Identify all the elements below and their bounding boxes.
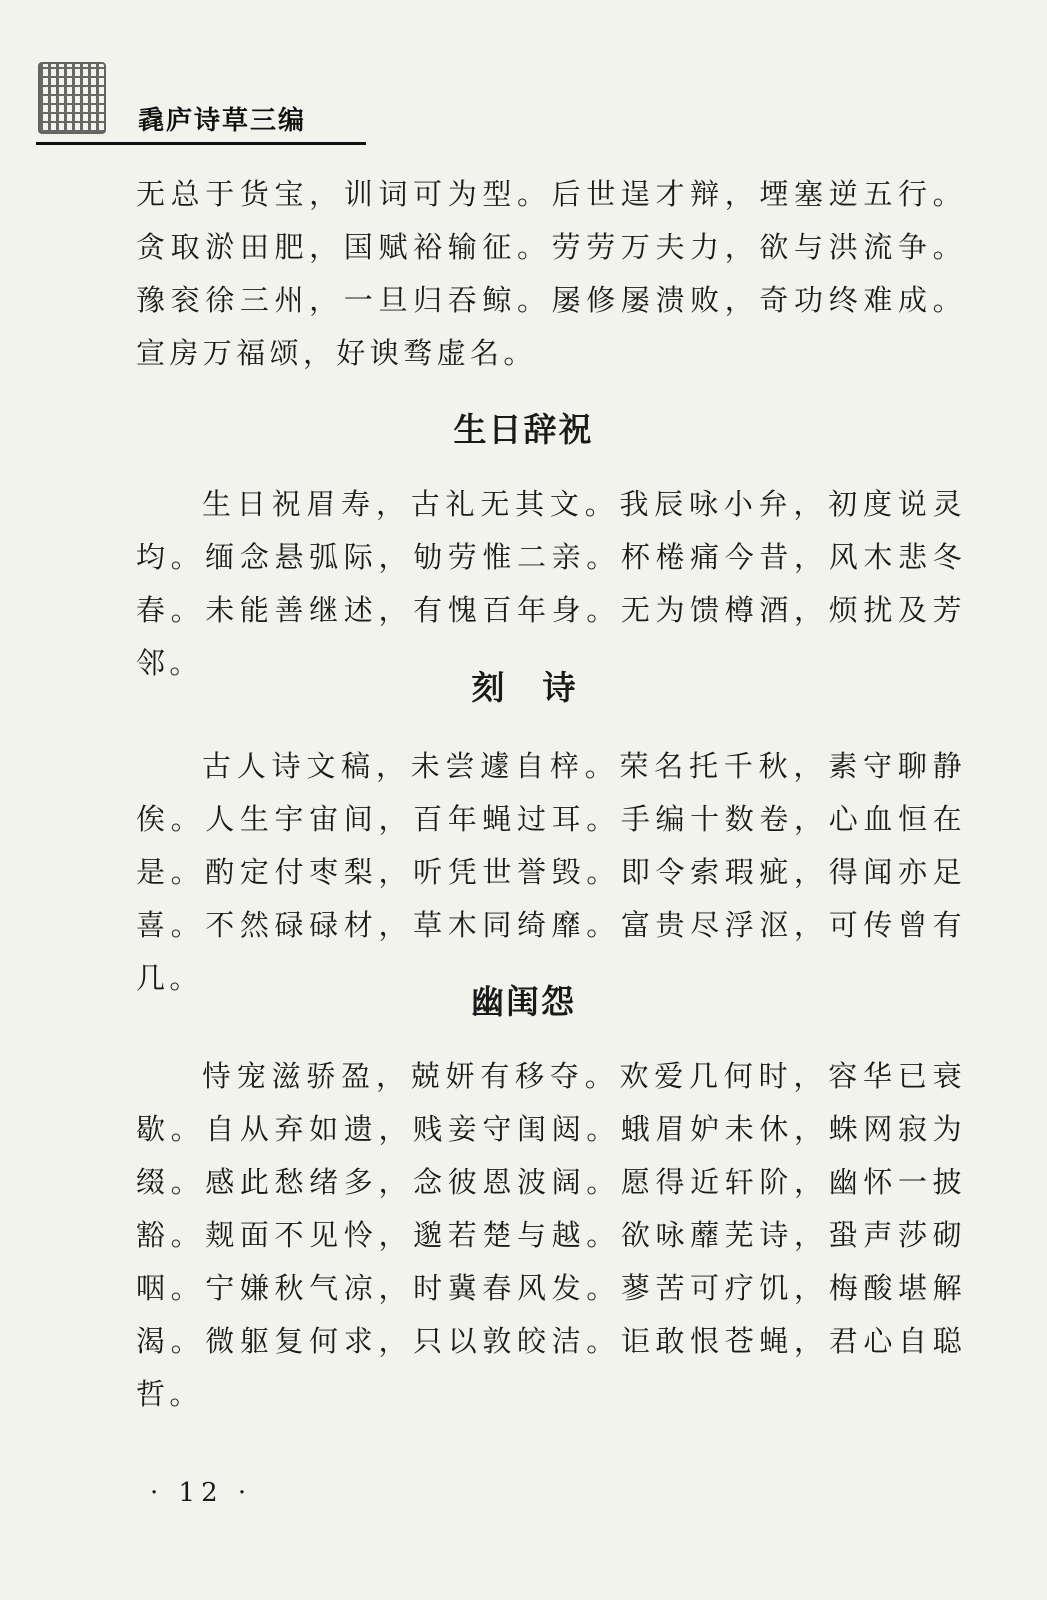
seal-logo bbox=[38, 62, 106, 134]
page-number: · 12 · bbox=[150, 1478, 253, 1508]
poem-text-engraving: 古人诗文稿，未尝遽自梓。荣名托千秋，素守聊静俟。人生宇宙间，百年蝇过耳。手编十数卷，心血恒在是。酌定付枣梨，听凭世誉毁。即令索瑕疵，得闻亦足喜。不然碌碌材，草木同绮靡。富贵尽浮沤，可传曾有几。 bbox=[136, 749, 966, 995]
poem-title-engraving: 刻诗 bbox=[471, 668, 614, 707]
running-header-title: 毳庐诗草三编 bbox=[138, 106, 307, 136]
header-rule bbox=[36, 142, 366, 145]
poem-text-birthday: 生日祝眉寿，古礼无其文。我辰咏小弁，初度说灵均。缅念悬弧际，劬劳惟二亲。杯棬痛今昔，风木悲冬春。未能善继述，有愧百年身。无为馈樽酒，烦扰及芳邻。 bbox=[136, 487, 966, 680]
poem-title-lament: 幽闺怨 bbox=[471, 982, 576, 1021]
poem-title-birthday: 生日辞祝 bbox=[453, 410, 594, 449]
continuation-paragraph: 无总于货宝，训词可为型。后世逞才辩，堙塞逆五行。贪取淤田肥，国赋裕输征。劳劳万夫力，欲与洪流争。豫衮徐三州，一旦归吞鲸。屡修屡溃败，奇功终难成。宣房万福颂，好谀骛虚名。 bbox=[136, 177, 966, 370]
poem-text-lament: 恃宠滋骄盈，兢妍有移夺。欢爱几何时，容华已衰歇。自从弃如遗，贱妾守闺闼。蛾眉妒未休，蛛网寂为缀。感此愁绪多，念彼恩波阔。愿得近轩阶，幽怀一披豁。觌面不见怜，邈若楚与越。欲咏蘼芜诗，蛩声莎砌咽。宁嫌秋气凉，时冀春风发。蓼苦可疗饥，梅酸堪解渴。微躯复何求，只以敦皎洁。讵敢恨苍蝇，君心自聪哲。 bbox=[136, 1059, 966, 1411]
